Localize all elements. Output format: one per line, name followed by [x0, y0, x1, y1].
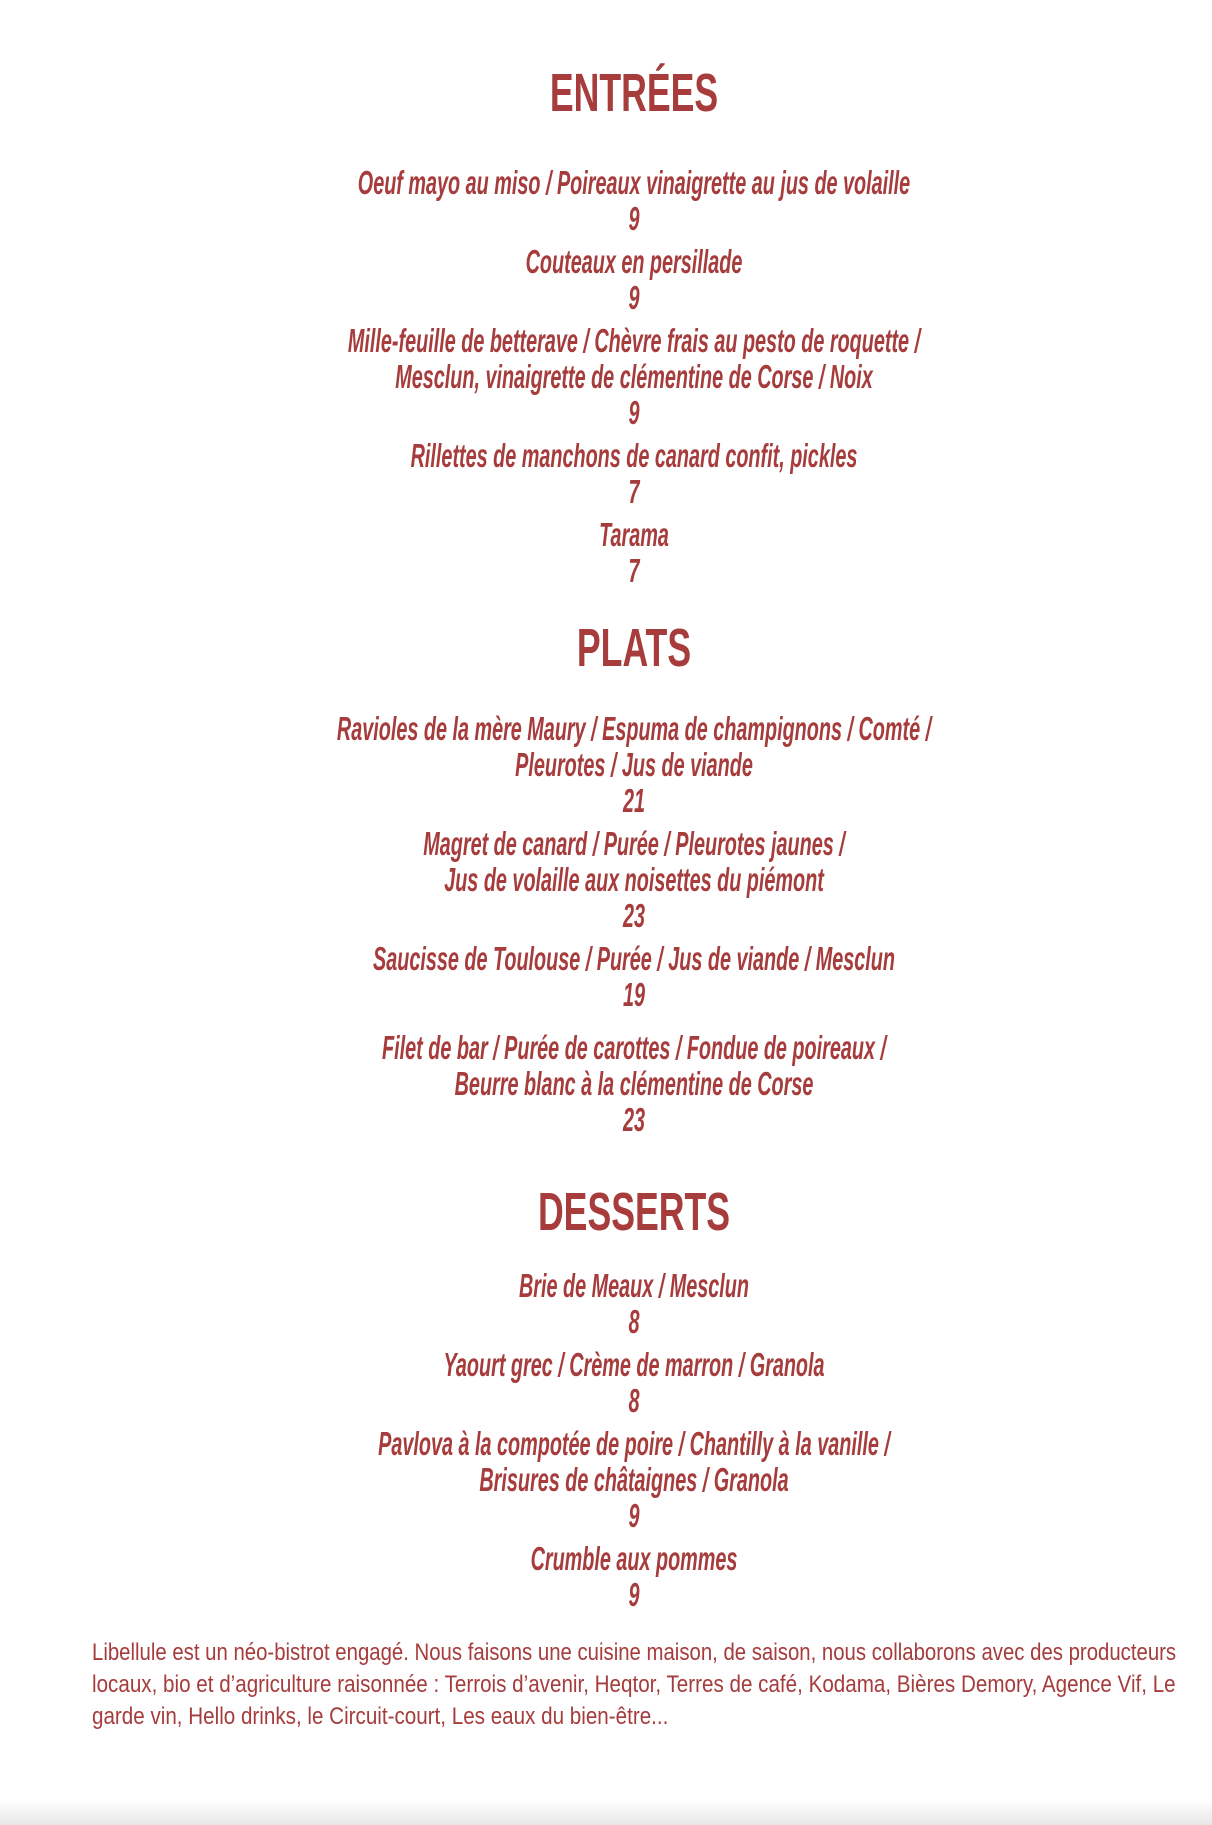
section-title-desserts: DESSERTS	[537, 1182, 731, 1242]
menu-item-line: Rillettes de manchons de canard confit, pickles	[410, 437, 858, 474]
menu-item	[92, 244, 1176, 316]
menu-item-line: Pleurotes / Jus de viande	[515, 746, 753, 783]
menu-item-line: Couteaux en persillade	[525, 243, 743, 280]
menu-item-price: 21	[622, 782, 646, 819]
menu-item	[92, 1030, 1176, 1138]
menu-item	[92, 517, 1176, 589]
menu-item-line: Pavlova à la compotée de poire / Chantilly à la vanille /	[378, 1425, 890, 1462]
menu-item	[92, 941, 1176, 1013]
menu-item-price: 8	[628, 1382, 640, 1419]
menu-item	[92, 438, 1176, 510]
menu-item	[92, 711, 1176, 819]
menu-item	[92, 826, 1176, 934]
menu-item-price: 19	[622, 976, 646, 1013]
menu-item-price: 9	[628, 279, 640, 316]
menu-item-line: Ravioles de la mère Maury / Espuma de champignons / Comté /	[336, 710, 932, 747]
footer-note	[92, 1637, 1176, 1733]
menu-item-line: Saucisse de Toulouse / Purée / Jus de viande / Mesclun	[373, 940, 895, 977]
menu-item-line: Jus de volaille aux noisettes du piémont	[444, 861, 824, 898]
menu-item-price: 9	[628, 1497, 640, 1534]
menu-item-line: Mille-feuille de betterave / Chèvre frais au pesto de roquette /	[347, 322, 921, 359]
menu-item	[92, 165, 1176, 237]
menu-item	[92, 323, 1176, 431]
menu-item-price: 7	[628, 473, 640, 510]
footer-line: Libellule est un néo-bistrot engagé. Nous faisons une cuisine maison, de saison, nous collaborons avec des producteurs	[92, 1639, 1177, 1666]
section-title-entrees: ENTRÉES	[549, 63, 719, 123]
menu-item	[92, 1347, 1176, 1419]
menu-item-line: Yaourt grec / Crème de marron / Granola	[443, 1346, 825, 1383]
menu-item-price: 9	[628, 200, 640, 237]
menu-item-line: Oeuf mayo au miso / Poireaux vinaigrette au jus de volaille	[357, 164, 911, 201]
menu-item-line: Brie de Meaux / Mesclun	[519, 1267, 749, 1304]
section-title-plats: PLATS	[576, 618, 692, 678]
menu-item-price: 9	[628, 394, 640, 431]
menu-item-line: Magret de canard / Purée / Pleurotes jaunes /	[423, 825, 845, 862]
menu-item-price: 23	[622, 897, 646, 934]
menu-item-price: 9	[628, 1576, 640, 1613]
menu-item-line: Beurre blanc à la clémentine de Corse	[454, 1065, 814, 1102]
footer-line: garde vin, Hello drinks, le Circuit-court, Les eaux du bien-être...	[92, 1703, 669, 1730]
menu-item-line: Filet de bar / Purée de carottes / Fondue de poireaux /	[382, 1029, 886, 1066]
footer-line: locaux, bio et d’agriculture raisonnée : Terrois d’avenir, Heqtor, Terres de café, Kodama, Bières Demory, Agence Vif, Le	[92, 1671, 1176, 1698]
menu-item-line: Crumble aux pommes	[530, 1540, 738, 1577]
menu-item-line: Brisures de châtaignes / Granola	[479, 1461, 789, 1498]
menu-item	[92, 1541, 1176, 1613]
menu-item	[92, 1426, 1176, 1534]
menu-item-price: 8	[628, 1303, 640, 1340]
menu-item-line: Tarama	[599, 516, 669, 553]
menu	[92, 63, 1176, 1613]
menu-item	[92, 1268, 1176, 1340]
menu-item-price: 23	[622, 1101, 646, 1138]
page-bottom-shadow	[0, 1801, 1212, 1825]
menu-item-price: 7	[628, 552, 640, 589]
menu-item-line: Mesclun, vinaigrette de clémentine de Corse / Noix	[395, 358, 873, 395]
